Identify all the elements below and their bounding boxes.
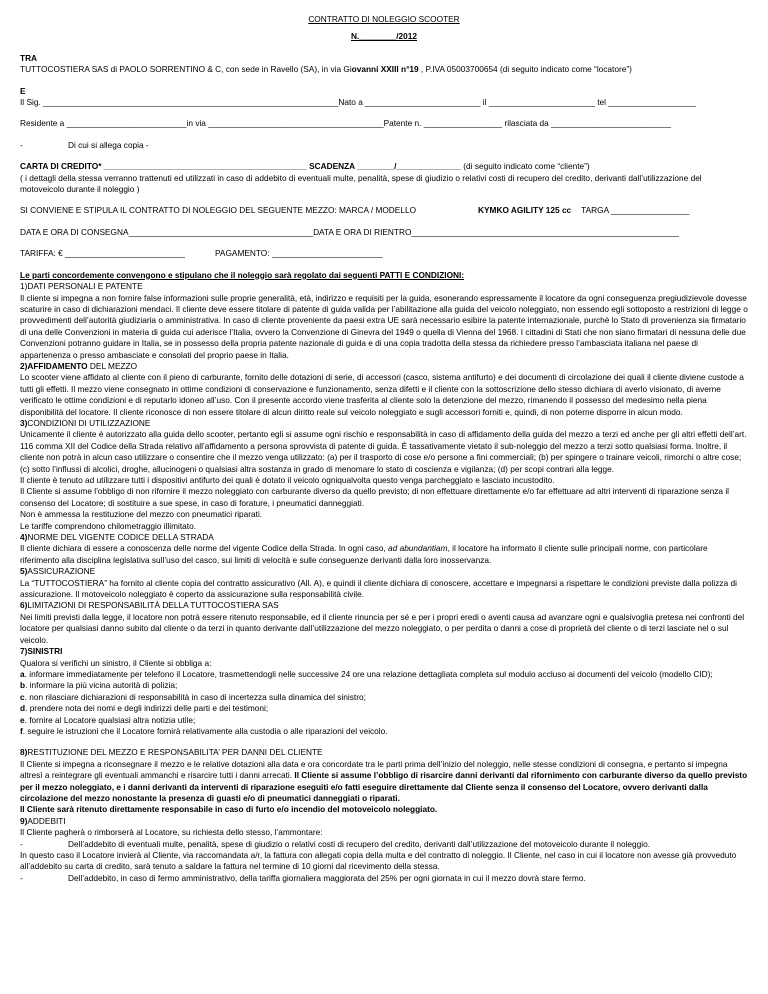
section-8-text: Il Cliente si impegna a riconsegnare il mezzo e le relative dotazioni alla data e ora concordate tra le parti prima dell’inizio del noleggio, nelle stesse condizioni di consegna, e pertanto si impegna altresì a reintegrare gli eventuali ammanchi e risarcire tutti i danni arrecati. Il Cliente si assume l’obbligo di risarcire danni derivanti dal rifornimento con carburante diverso da quello previsto per il mezzo noleggiato, e i danni derivanti da interventi di riparazione eseguiti e/o fatti eseguire direttamente dal Cliente senza il consenso del Locatore, ovvero derivanti dalla circolazione del mezzo nonostante la presenza di guasti e/o di pneumatici danneggiati o riparati. Il Cliente sarà ritenuto direttamente responsabile in caso di furto e/o incendio del motoveicolo noleggiato. [20, 758, 748, 815]
section-3-para: Il Cliente si assume l’obbligo di non rifornire il mezzo noleggiato con carburante diverso da quello previsto; di non effettuare direttamente e/o far effettuare ad altri interventi di riparazione senza il consenso del Locatore; di sostituire a sue spese, in caso di forature, i pneumatici danneggiati. [20, 486, 730, 508]
party2-label: E [20, 85, 26, 96]
credit-card-line[interactable]: CARTA DI CREDITO* ____________________________________________ SCADENZA ________/______________ (di seguito indicato come “cliente”) [20, 161, 590, 172]
contract-page [20, 14, 748, 884]
s7-item: a. informare immediatamente per telefono il Locatore, trasmettendogli nelle successive 24 ore una relazione dettagliata completa sul modulo accluso ai documenti del veicolo (modello CID); [20, 668, 713, 679]
s7-item: c. non rilasciare dichiarazioni di responsabilità in caso di incertezza sulla dinamica del sinistro; [20, 691, 366, 702]
conditions-intro: Le parti concordemente convengono e stipulano che il noleggio sarà regolato dai seguenti PATTI E CONDIZIONI: [20, 269, 465, 280]
client-name-line[interactable]: Il Sig. ________________________________________________________________Nato a _________________________ il _______________________ tel ___________________ [20, 97, 696, 108]
section-5-title: 5)ASSICURAZIONE [20, 566, 96, 577]
section-4-text: Il cliente dichiara di essere a conoscenza delle norme del vigente Codice della Strada. In ogni caso, ad abundantiam, il locatore ha informato il cliente sulle principali norme, con particolare riferimento alla disciplina legislativa sull’uso del casco, sui limiti di velocità e sulle conseguenze derivanti dalla loro inosservanza. [20, 543, 708, 565]
copy-attached-line: - Di cui si allega copia - [20, 139, 149, 150]
credit-card-note: ( i dettagli della stessa verranno trattenuti ed utilizzati in caso di addebito di eventuali multe, penalità, spese di giudizio o relativi costi di recupero del credito, derivanti dall’utilizzazione del motoveicolo durante il noleggio ) [20, 172, 702, 195]
section-2-title: 2)AFFIDAMENTO DEL MEZZO [20, 360, 138, 371]
section-7-title: 7)SINISTRI [20, 646, 63, 657]
section-3-para: Non è ammessa la restituzione del mezzo con pneumatici riparati. [20, 509, 263, 520]
party1-details: TUTTOCOSTIERA SAS di PAOLO SORRENTINO & C, con sede in Ravello (SA), in via Giovanni XXIII n°19 , P.IVA 05003700654 (di seguito indicato come “locatore”) [20, 64, 632, 75]
party1-label: TRA [20, 52, 38, 63]
section-1-text: Il cliente si impegna a non fornire false informazioni sulle proprie generalità, età, indirizzo e requisiti per la guida, esonerando espressamente il locatore da ogni conseguenza pregiudizievole dovesse scaturire in caso di dichiarazioni mendaci. Il cliente deve essere titolare di patente di guida valida per l’abilitazione alla guida del veicolo noleggiato, non essendo egli sottoposto a restrizioni di legge o provvedimenti dell’autorità giudiziaria o amministrativa. In caso di cliente proveniente da paesi extra UE sarà necessario esibire la patente internazionale, purchè lo Stato di provenienza sia firmatario di una delle Convenzioni in materia di guida cui aderisce l’Italia, ovvero la Convenzione di Ginevra del 1949 o quella di Vienna del 1968. I cittadini di Stati che non siano firmatari di nessuna delle due Convenzioni potranno guidare in Italia, se in possesso della propria patente nazionale di guida e di una copia tradotta della stessa da richiedere presso l’ambasciata italiana nel paese di appartenenza o presso ambasciate e consolati del proprio paese in Italia. [20, 292, 748, 360]
section-5-text: La “TUTTOCOSTIERA” ha fornito al cliente copia del contratto assicurativo (All. A), e quindi il cliente dichiara di conoscere, accettare e impegnarsi a rispettare le condizioni previste dalla polizza di assicurazione. Il motoveicolo noleggiato è coperto da assicurazione sulla responsabilità civile. [20, 577, 737, 600]
s7-item: d. prendere nota dei nomi e degli indirizzi delle parti e dei testimoni; [20, 703, 269, 714]
section-9-text: In questo caso il Locatore invierà al Cliente, via raccomandata a/r, la fattura con allegati copia della multa e del contratto di noleggio. Il Cliente, nel caso in cui il locatore non avesse già provveduto all’addebito su carta di credito, sarà tenuto a saldare la fattura nel termine di 10 giorni dal ricevimento della stessa. [20, 850, 737, 872]
section-4-title: 4)NORME DEL VIGENTE CODICE DELLA STRADA [20, 532, 214, 543]
dates-line[interactable]: DATA E ORA DI CONSEGNA________________________________________DATA E ORA DI RIENTRO__________________________________________________________ [20, 226, 680, 237]
section-9-title: 9)ADDEBITI [20, 815, 66, 826]
vehicle-line: SI CONVIENE E STIPULA IL CONTRATTO DI NOLEGGIO DEL SEGUENTE MEZZO: MARCA / MODELLO KYMKO AGILITY 125 cc TARGA _________________ [20, 205, 690, 216]
contract-number: N.________/2012 [351, 31, 417, 42]
section-7-intro: Qualora si verifichi un sinistro, il Cliente si obbliga a: [20, 657, 212, 668]
section-8-title: 8)RESTITUZIONE DEL MEZZO E RESPONSABILITA’ PER DANNI DEL CLIENTE [20, 747, 323, 758]
section-6-title: 6)LIMITAZIONI DI RESPONSABILITÀ DELLA TUTTOCOSTIERA SAS [20, 600, 279, 611]
contract-title: CONTRATTO DI NOLEGGIO SCOOTER [308, 14, 460, 24]
section-1-title: 1)DATI PERSONALI E PATENTE [20, 281, 143, 292]
tariff-line[interactable]: TARIFFA: € __________________________ PAGAMENTO: ________________________ [20, 248, 383, 259]
section-9-intro: Il Cliente pagherà o rimborserà al Locatore, su richiesta dello stesso, l’ammontare: [20, 827, 323, 838]
s7-item: e. fornire al Locatore qualsiasi altra notizia utile; [20, 714, 196, 725]
section-3-title: 3)CONDIZIONI DI UTILIZZAZIONE [20, 417, 151, 428]
s9-item: - Dell’addebito, in caso di fermo amministrativo, della tariffa giornaliera maggiorata del 25% per ogni giornata in cui il mezzo dovrà stare fermo. [20, 872, 586, 883]
s7-item: b. informare la più vicina autorità di polizia; [20, 680, 178, 691]
section-6-text: Nei limiti previsti dalla legge, il locatore non potrà essere ritenuto responsabile, ed il cliente rinuncia per sé e per i propri eredi o aventi causa ad avanzare ogni e qualsivoglia pretesa nei confronti del locatore per qualsiasi danno subito dal cliente o da terzi in quanto derivante dall’utilizzazione del mezzo noleggiato, o per perdita o danni a cose di proprietà del cliente o di terzi lasciate nel o sul veicolo. [20, 611, 745, 645]
section-3-para: Le tariffe comprendono chilometraggio illimitato. [20, 520, 197, 531]
s7-item: f. seguire le istruzioni che il Locatore fornirà relativamente alla custodia o alle riparazioni del veicolo. [20, 725, 388, 736]
section-3-text: Unicamente il cliente è autorizzato alla guida dello scooter, pertanto egli si assume ogni rischio e responsabilità in caso di affidamento della guida del mezzo a terzi ed anche per gli altri effetti dell’art. 116 comma XII del Codice della Strada relativo all’affidamento a persona sprovvista di patente di guida. È tassativamente vietato il sub-noleggio del mezzo a terzi sotto qualsiasi forma. Inoltre, il cliente non potrà in alcun caso utilizzare o consentire che il mezzo venga utilizzato: (a) per il trasporto di cose e/o persone a fini commerciali; (b) per spingere o trainare veicoli, rimorchi o altre cose; (c) sotto l’influssi di alcolici, droghe, allucinogeni o qualsiasi altra sostanza in grado di menomare lo stato di coscienza e vigilanza; (d) per scopi contrari alla legge. [20, 429, 747, 474]
section-3-para: Il cliente è tenuto ad utilizzare tutti i dispositivi antifurto dei quali è dotato il veicolo ogniqualvolta questo venga parcheggiato e lasciato incustodito. [20, 475, 555, 485]
section-2-text: Lo scooter viene affidato al cliente con il pieno di carburante, fornito delle dotazioni di serie, di accessori (casco, sistema antifurto) e dei documenti di circolazione dei quali il cliente diviene custode a tutti gli effetti. Il mezzo viene consegnato in ottime condizioni di conservazione e funzionamento, senza difetti e il cliente con la sottoscrizione dello stesso dichiara di averlo visionato, di averne verificato le ottime condizioni e di reputarlo idoneo all’uso. Con il presente accordo viene trasferita al cliente solo la detenzione del mezzo, rimanendo il possesso del medesimo nella piena disponibilità del locatore. Il cliente riconosce di non essere titolare di alcun diritto reale sul veicolo noleggiato e sugli accessori forniti e, quindi, di non poterne disporre in alcun modo. [20, 372, 744, 417]
s9-item: - Dell’addebito di eventuali multe, penalità, spese di giudizio o relativi costi di recupero del credito, derivanti dall’utilizzazione del motoveicolo durante il noleggio. [20, 838, 651, 849]
client-residence-line[interactable]: Residente a __________________________in via ______________________________________Patente n. _________________ rilasciata da __________________________ [20, 118, 672, 129]
